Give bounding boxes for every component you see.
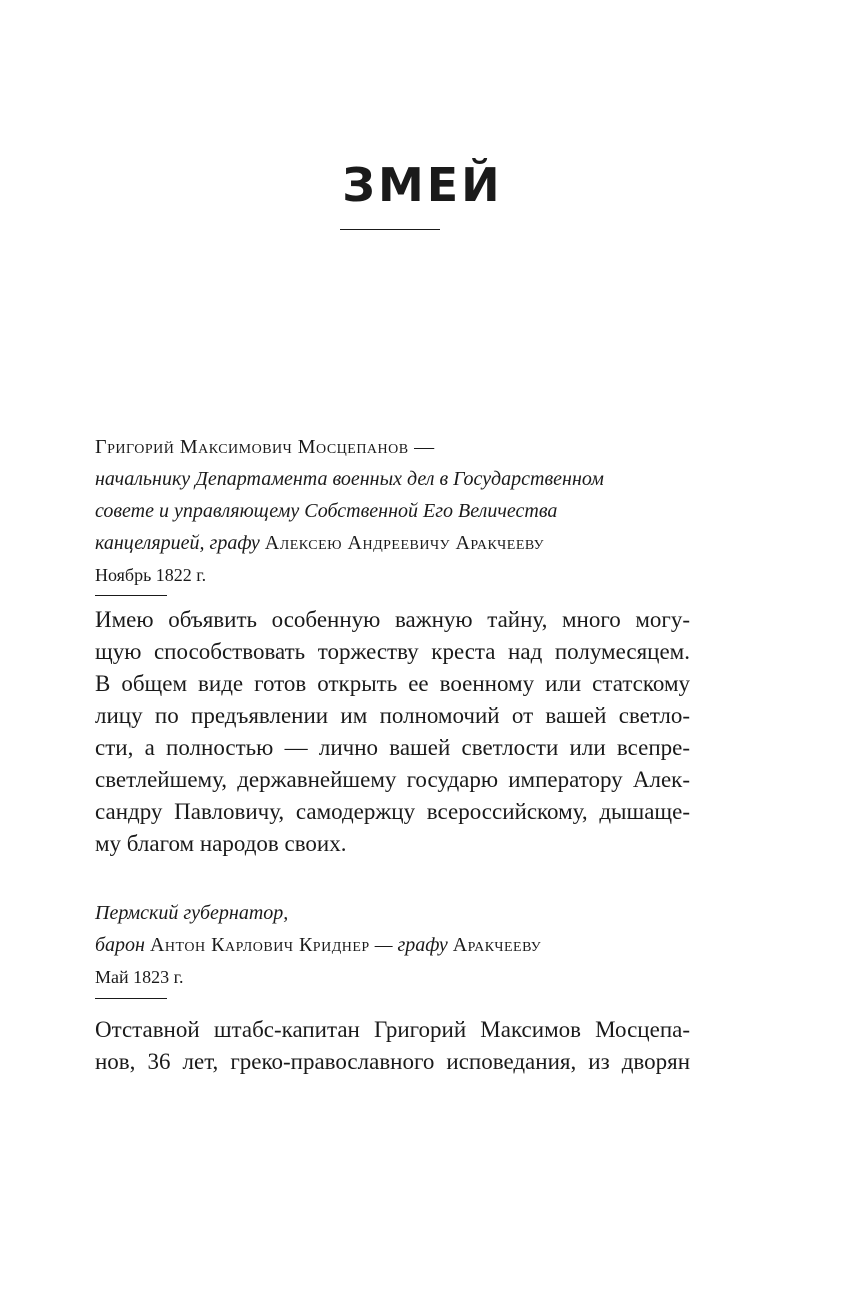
body-line: сандру Павловичу, самодержцу всероссийскому, дышаще- [95, 799, 690, 824]
letter2-sender-middle: — графу [374, 934, 448, 956]
letter1-addressee-line2: совете и управляющему Собственной Его Величества [95, 500, 558, 522]
letter1-divider [95, 595, 167, 596]
body-line: светлейшему, державнейшему государю императору Алек- [95, 767, 690, 792]
letter2-divider [95, 998, 167, 999]
letter1-date: Ноябрь 1822 г. [95, 565, 207, 585]
letter1-addressee-line3 [95, 527, 695, 559]
body-line: сти, а полностью — лично вашей светлости или всепре- [95, 735, 690, 760]
body-line: нов, 36 лет, греко-православного исповедания, из дворян [95, 1049, 690, 1074]
letter1-sender: Григорий Максимович Мосцепанов — [95, 436, 435, 458]
body-line: му благом народов своих. [95, 831, 347, 856]
body-line: щую способствовать торжеству креста над полумесяцем. [95, 639, 690, 664]
letter1-addressee-line1: начальнику Департамента военных дел в Государственном [95, 468, 604, 490]
chapter-title: ЗМЕЙ [342, 158, 503, 212]
letter2-body [95, 1014, 690, 1078]
letter1-body [95, 604, 690, 860]
letter2-sender-line1: Пермский губернатор, [95, 902, 289, 924]
body-line: Отставной штабс-капитан Григорий Максимов Мосцепа- [95, 1017, 690, 1042]
letter2-sender-line2 [95, 929, 695, 961]
letter2-addressee-name: Аракчееву [452, 934, 542, 956]
letter2-header [95, 897, 695, 993]
body-line: лицу по предъявлении им полномочий от вашей светло- [95, 703, 690, 728]
letter2-sender-name: Антон Карлович Криднер [149, 934, 370, 956]
title-divider [340, 229, 440, 230]
letter1-header [95, 431, 695, 591]
body-line: В общем виде готов открыть ее военному или статскому [95, 671, 690, 696]
letter2-date: Май 1823 г. [95, 967, 184, 987]
letter1-addressee-name: Алексею Андреевичу Аракчееву [264, 532, 544, 554]
letter1-addressee-line3-italic: канцелярией, графу [95, 532, 260, 554]
letter2-sender-prefix: барон [95, 934, 145, 956]
body-line: Имею объявить особенную важную тайну, много могу- [95, 607, 690, 632]
